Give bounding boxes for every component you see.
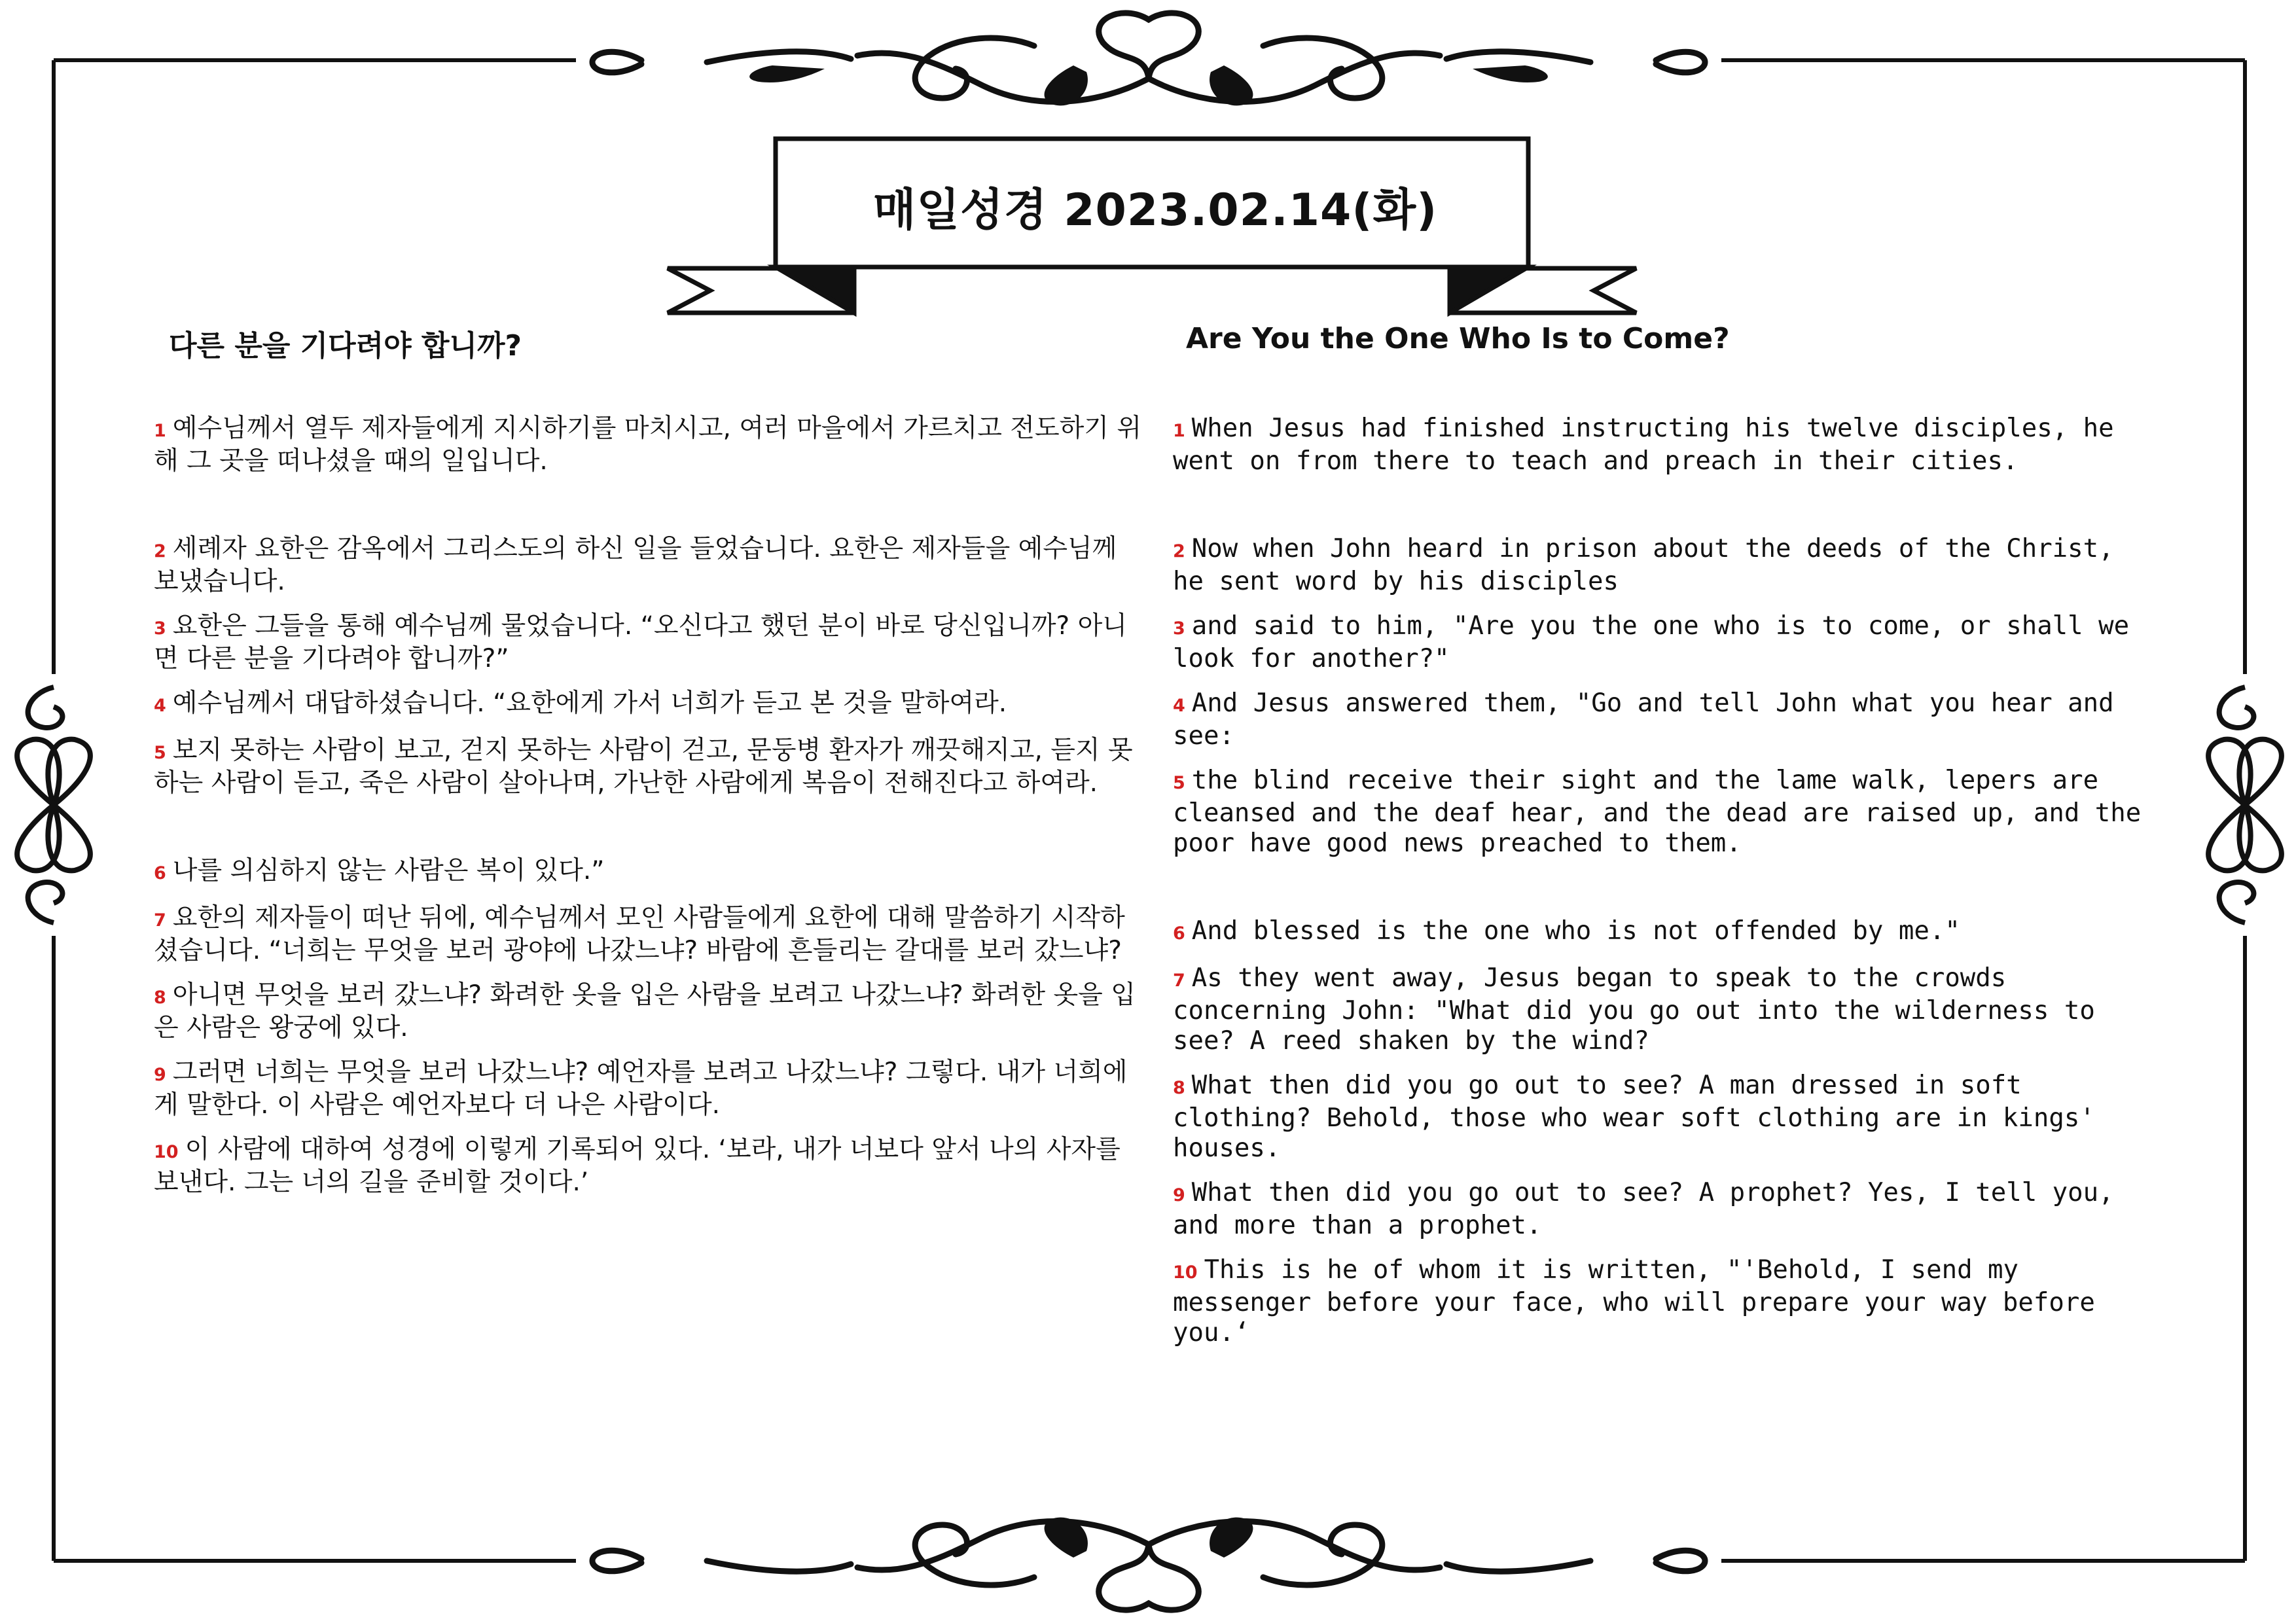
verse-text: 요한의 제자들이 떠난 뒤에, 예수님께서 모인 사람들에게 요한에 대해 말씀하기 시작하셨습니다. “너희는 무엇을 보러 광야에 나갔느냐? 바람에 흔들리는 갈대를 보러 갔느냐? bbox=[154, 903, 1125, 965]
page-title: 매일성경 2023.02.14(화) bbox=[872, 184, 1438, 236]
english-verse bbox=[1173, 414, 2155, 476]
verse-number: 8 bbox=[154, 988, 166, 1008]
verse-number: 1 bbox=[154, 421, 166, 441]
verse-text: 그러면 너희는 무엇을 보러 나갔느냐? 예언자를 보려고 나갔느냐? 그렇다. 내가 너희에게 말한다. 이 사람은 예언자보다 더 나은 사람이다. bbox=[154, 1058, 1128, 1120]
verse-number: 2 bbox=[154, 541, 166, 562]
verse-number: 4 bbox=[1173, 696, 1185, 716]
verse-number: 9 bbox=[1173, 1185, 1185, 1205]
verse-number: 10 bbox=[1173, 1262, 1198, 1283]
verse-number: 9 bbox=[154, 1065, 166, 1085]
english-verse bbox=[1173, 534, 2155, 597]
verse-number: 7 bbox=[1173, 971, 1185, 991]
verse-text: What then did you go out to see? A man dressed in soft clothing? Behold, those who wear soft clothing are in kings' houses. bbox=[1173, 1071, 2095, 1163]
korean-verse bbox=[154, 903, 1149, 966]
verse-number: 5 bbox=[154, 743, 166, 763]
verse-text: What then did you go out to see? A prophet? Yes, I tell you, and more than a prophet. bbox=[1173, 1178, 2114, 1240]
verse-number: 1 bbox=[1173, 421, 1185, 441]
verse-text: When Jesus had finished instructing his twelve disciples, he went on from there to teach and preach in their cities. bbox=[1173, 414, 2114, 476]
verse-text: As they went away, Jesus began to speak to the crowds concerning John: "What did you go out into the wilderness to see? A reed shaken by the wind? bbox=[1173, 963, 2095, 1056]
korean-heading: 다른 분을 기다려야 합니까? bbox=[169, 329, 522, 363]
korean-verse bbox=[154, 414, 1149, 476]
korean-verse bbox=[154, 1135, 1149, 1198]
verse-text: And blessed is the one who is not offended by me." bbox=[1191, 916, 1960, 946]
bottom-ornament-icon bbox=[576, 1505, 1721, 1616]
korean-verse bbox=[154, 1058, 1149, 1120]
korean-verse bbox=[154, 534, 1149, 597]
verse-number: 7 bbox=[154, 910, 166, 931]
verse-text: 아니면 무엇을 보러 갔느냐? 화려한 옷을 입은 사람을 보려고 나갔느냐? 화려한 옷을 입은 사람은 왕궁에 있다. bbox=[154, 980, 1136, 1043]
english-verse bbox=[1173, 916, 2155, 949]
left-side-ornament-icon bbox=[0, 674, 108, 936]
verse-text: and said to him, "Are you the one who is to come, or shall we look for another?" bbox=[1173, 611, 2130, 673]
right-side-ornament-icon bbox=[2191, 674, 2296, 936]
verse-text: 예수님께서 대답하셨습니다. “요한에게 가서 너희가 듣고 본 것을 말하여라. bbox=[172, 688, 1007, 718]
english-verse bbox=[1173, 963, 2155, 1056]
english-column bbox=[1173, 414, 2155, 1348]
verse-number: 10 bbox=[154, 1142, 179, 1162]
verse-text: 이 사람에 대하여 성경에 이렇게 기록되어 있다. ‘보라, 내가 너보다 앞서 나의 사자를 보낸다. 그는 너의 길을 준비할 것이다.’ bbox=[154, 1135, 1121, 1197]
korean-verse bbox=[154, 736, 1149, 798]
korean-verse bbox=[154, 980, 1149, 1043]
english-verse bbox=[1173, 1255, 2155, 1348]
verse-text: 요한은 그들을 통해 예수님께 물었습니다. “오신다고 했던 분이 바로 당신입니까? 아니면 다른 분을 기다려야 합니까?” bbox=[154, 611, 1127, 673]
verse-text: 세례자 요한은 감옥에서 그리스도의 하신 일을 들었습니다. 요한은 제자들을 예수님께 보냈습니다. bbox=[154, 534, 1117, 596]
verse-number: 5 bbox=[1173, 773, 1185, 793]
english-heading: Are You the One Who Is to Come? bbox=[1186, 322, 1730, 355]
verse-text: And Jesus answered them, "Go and tell John what you hear and see: bbox=[1173, 688, 2114, 751]
verse-text: 보지 못하는 사람이 보고, 걷지 못하는 사람이 걷고, 문둥병 환자가 깨끗해지고, 듣지 못하는 사람이 듣고, 죽은 사람이 살아나며, 가난한 사람에게 복음이 전해진다고 하여라. bbox=[154, 736, 1133, 798]
english-verse bbox=[1173, 1071, 2155, 1164]
verse-number: 4 bbox=[154, 696, 166, 716]
verse-number: 8 bbox=[1173, 1078, 1185, 1098]
korean-verse bbox=[154, 856, 1149, 889]
korean-verse bbox=[154, 611, 1149, 674]
english-verse bbox=[1173, 766, 2155, 859]
top-ornament-icon bbox=[576, 7, 1721, 124]
english-verse bbox=[1173, 688, 2155, 751]
verse-text: Now when John heard in prison about the deeds of the Christ, he sent word by his disciples bbox=[1173, 534, 2114, 596]
verse-number: 3 bbox=[154, 618, 166, 639]
verse-number: 6 bbox=[154, 863, 166, 883]
korean-column bbox=[154, 414, 1149, 1198]
verse-number: 3 bbox=[1173, 618, 1185, 639]
english-verse bbox=[1173, 1178, 2155, 1241]
korean-verse bbox=[154, 688, 1149, 721]
verse-text: 예수님께서 열두 제자들에게 지시하기를 마치시고, 여러 마을에서 가르치고 전도하기 위해 그 곳을 떠나셨을 때의 일입니다. bbox=[154, 414, 1142, 476]
verse-number: 2 bbox=[1173, 541, 1185, 562]
verse-text: 나를 의심하지 않는 사람은 복이 있다.” bbox=[172, 856, 605, 885]
verse-text: This is he of whom it is written, "'Behold, I send my messenger before your face, who will prepare your way before you.‘ bbox=[1173, 1255, 2095, 1347]
english-verse bbox=[1173, 611, 2155, 674]
verse-text: the blind receive their sight and the lame walk, lepers are cleansed and the deaf hear, and the dead are raised up, and the poor have good news preached to them. bbox=[1173, 766, 2142, 858]
verse-number: 6 bbox=[1173, 923, 1185, 944]
